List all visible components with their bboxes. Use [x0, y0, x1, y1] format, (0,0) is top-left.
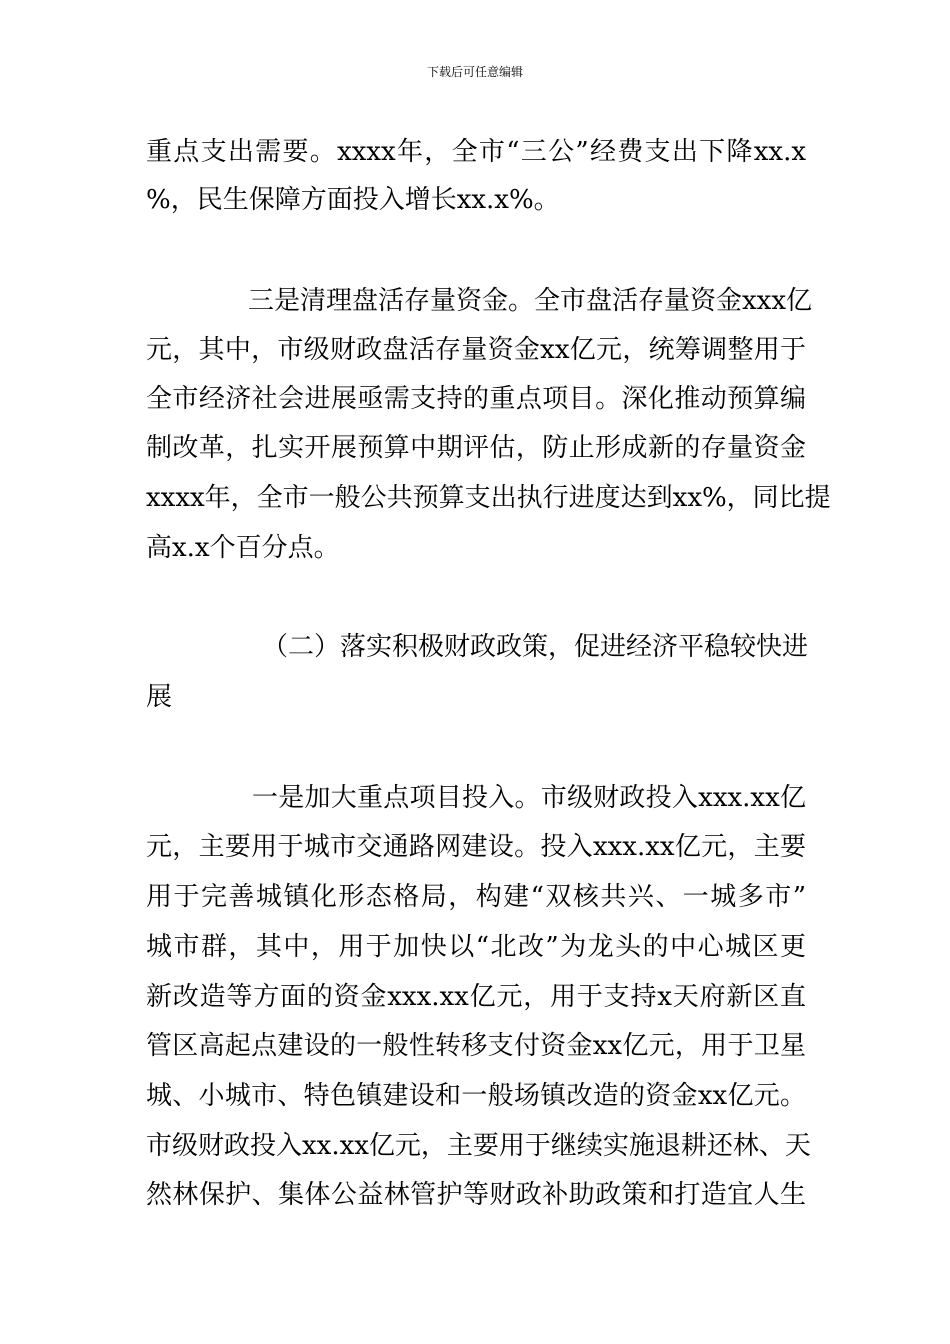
text-line: 制改革，扎实开展预算中期评估，防止形成新的存量资金	[146, 433, 806, 463]
text-line: 元，主要用于城市交通路网建设。投入xxx.xx亿元，主要	[146, 832, 806, 862]
text-line: 高x.x个百分点。	[146, 533, 340, 563]
paragraph-first-line: 一是加大重点项目投入。市级财政投入xxx.xx亿	[252, 783, 806, 813]
text-line: 新改造等方面的资金xxx.xx亿元，用于支持x天府新区直	[146, 982, 806, 1012]
text-line: 城市群，其中，用于加快以“北改”为龙头的中心城区更	[146, 932, 806, 962]
text-line: 管区高起点建设的一般性转移支付资金xx亿元，用于卫星	[146, 1031, 806, 1061]
text-line: %，民生保障方面投入增长xx.x%。	[146, 185, 560, 215]
text-line: 用于完善城镇化形态格局，构建“双核共兴、一城多市”	[146, 882, 806, 912]
text-line: 然林保护、集体公益林管护等财政补助政策和打造宜人生	[146, 1180, 806, 1210]
page-header: 下载后可任意编辑	[426, 65, 523, 79]
text-line: 全市经济社会进展亟需支持的重点项目。深化推动预算编	[146, 384, 806, 414]
text-line: 元，其中，市级财政盘活存量资金xx亿元，统筹调整用于	[146, 335, 806, 365]
paragraph-first-line: 三是清理盘活存量资金。全市盘活存量资金xxx亿	[248, 286, 812, 316]
text-line: 城、小城市、特色镇建设和一般场镇改造的资金xx亿元。	[146, 1081, 806, 1111]
text-line: 市级财政投入xx.xx亿元，主要用于继续实施退耕还林、天	[146, 1131, 811, 1161]
text-line: xxxx年，全市一般公共预算支出执行进度达到xx%，同比提	[146, 483, 831, 513]
section-heading-cont: 展	[146, 682, 173, 712]
text-line: 重点支出需要。xxxx年，全市“三公”经费支出下降xx.x	[146, 137, 806, 167]
section-heading: （二）落实积极财政政策，促进经济平稳较快进	[262, 632, 809, 662]
